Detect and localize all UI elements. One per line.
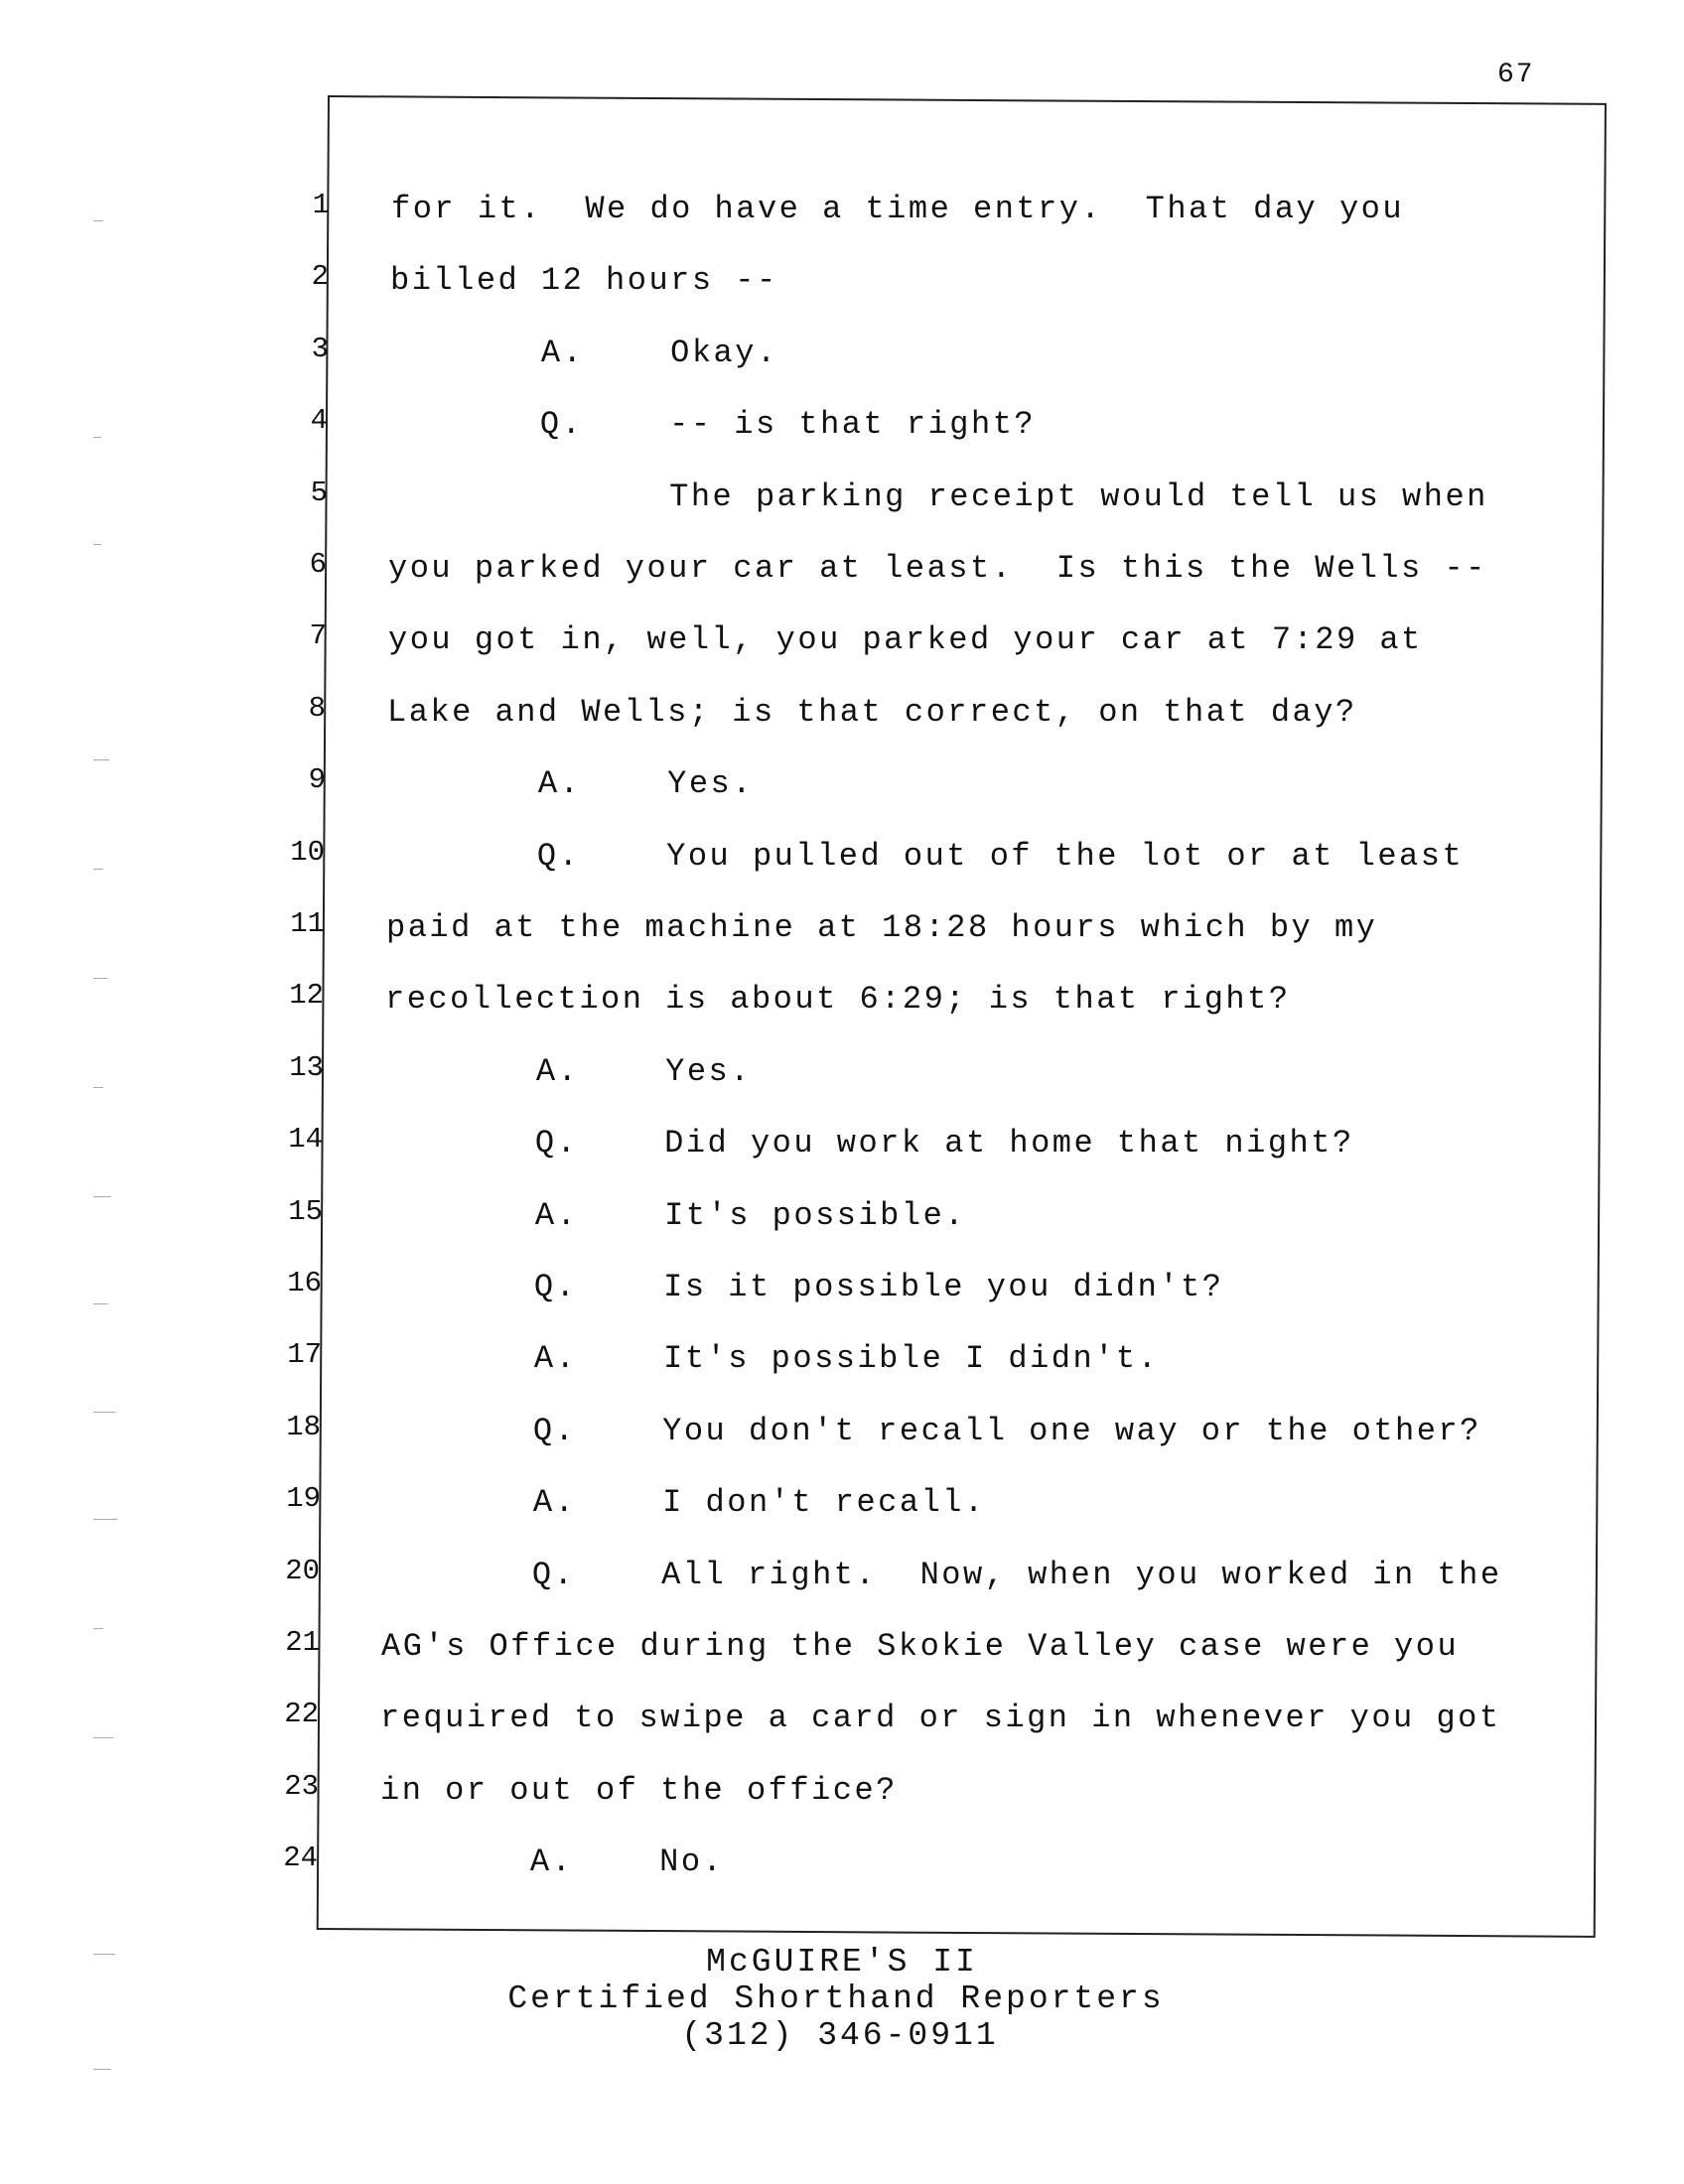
line-number: 24 — [283, 1842, 318, 1874]
line-number: 22 — [284, 1698, 319, 1730]
line-number: 1 — [312, 189, 330, 221]
reporter-footer — [0, 1944, 1684, 2054]
line-number: 9 — [308, 763, 326, 796]
line-number: 18 — [286, 1411, 321, 1443]
line-number: 12 — [289, 979, 324, 1012]
line-number: 23 — [284, 1770, 319, 1803]
line-number: 11 — [290, 907, 325, 940]
margin-tick — [93, 1519, 117, 1520]
transcript-line: for it. We do have a time entry. That day you — [391, 191, 1405, 227]
margin-tick — [93, 437, 101, 438]
company-tagline: Certified Shorthand Reporters — [507, 1980, 1165, 2017]
line-number: 21 — [285, 1626, 320, 1659]
transcript-line: A. It's possible I didn't. — [383, 1340, 1160, 1377]
transcript-line: paid at the machine at 18:28 hours which by my — [386, 909, 1378, 946]
line-number: 3 — [311, 333, 329, 365]
margin-tick — [93, 1412, 115, 1413]
transcript-line: Q. You don't recall one way or the other? — [382, 1413, 1481, 1449]
margin-tick — [93, 2069, 111, 2070]
transcript-line: you got in, well, you parked your car at 7:29 at — [388, 621, 1423, 658]
transcript-line: A. It's possible. — [384, 1197, 966, 1234]
transcript-line: Q. You pulled out of the lot or at least — [386, 838, 1465, 875]
margin-tick — [93, 1954, 115, 1955]
transcript-line: A. I don't recall. — [382, 1484, 986, 1521]
margin-tick — [93, 1737, 113, 1738]
line-number: 7 — [309, 619, 327, 652]
margin-tick — [93, 544, 101, 545]
transcript-line: you parked your car at least. Is this the Wells -- — [388, 550, 1487, 587]
margin-tick — [93, 220, 103, 221]
transcript-line: Q. Is it possible you didn't? — [383, 1269, 1224, 1305]
line-number: 15 — [288, 1195, 323, 1228]
transcript-line: billed 12 hours -- — [390, 262, 778, 299]
margin-tick — [93, 869, 103, 870]
transcript-line: AG's Office during the Skokie Valley case were you — [381, 1628, 1460, 1665]
company-name: McGUIRE'S II — [706, 1944, 978, 1980]
transcript-line: Q. All right. Now, when you worked in the — [381, 1557, 1502, 1593]
transcript-line: Q. -- is that right? — [389, 406, 1037, 443]
line-number: 10 — [290, 836, 325, 869]
line-number: 17 — [287, 1338, 322, 1371]
transcript-line: Lake and Wells; is that correct, on that day? — [387, 694, 1357, 731]
transcript-line: A. No. — [379, 1843, 725, 1880]
transcript-line: in or out of the office? — [380, 1772, 898, 1809]
transcript-line: A. Yes. — [385, 1053, 752, 1090]
line-number: 14 — [288, 1123, 323, 1156]
transcript-line: Q. Did you work at home that night? — [384, 1125, 1354, 1161]
line-number: 13 — [289, 1051, 324, 1084]
transcript-line: The parking receipt would tell us when — [389, 478, 1488, 515]
line-number: 19 — [286, 1482, 321, 1515]
transcript-line: recollection is about 6:29; is that right? — [385, 981, 1291, 1018]
line-number: 5 — [310, 477, 328, 509]
margin-tick — [93, 1087, 103, 1088]
margin-tick — [93, 1628, 103, 1629]
line-number: 16 — [287, 1267, 322, 1299]
line-number: 8 — [308, 692, 326, 725]
margin-tick — [93, 978, 107, 979]
line-number: 2 — [311, 260, 329, 293]
line-number: 4 — [310, 404, 328, 437]
transcript-line: A. Okay. — [390, 335, 778, 371]
company-phone: (312) 346-0911 — [681, 2017, 999, 2054]
line-number: 6 — [309, 548, 327, 581]
margin-tick — [93, 759, 109, 760]
line-number: 20 — [285, 1555, 320, 1587]
page-number: 67 — [1497, 60, 1535, 90]
margin-tick — [93, 1196, 111, 1197]
margin-tick — [93, 1303, 107, 1304]
transcript-line: A. Yes. — [387, 765, 754, 802]
transcript-line: required to swipe a card or sign in whenever you got — [380, 1700, 1501, 1736]
